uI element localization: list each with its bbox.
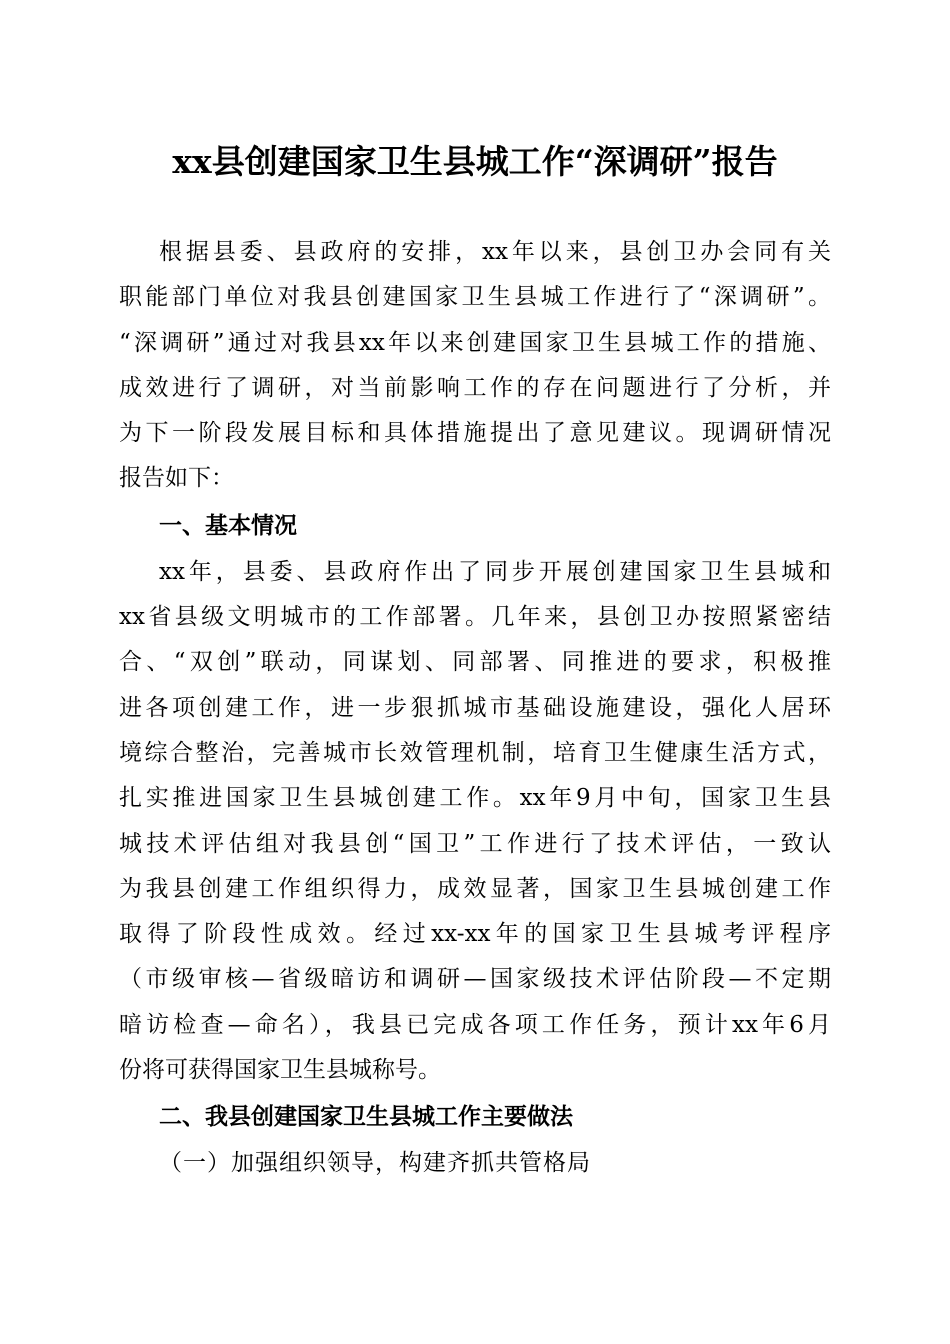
document-title: xx县创建国家卫生县城工作“深调研”报告 — [172, 142, 778, 181]
section1-line: 进各项创建工作，进一步狠抓城市基础设施建设，强化人居环 — [119, 694, 831, 721]
section-heading-main-practices: 二、我县创建国家卫生县城工作主要做法 — [159, 1104, 573, 1131]
document-body — [119, 230, 831, 1186]
intro-line: 报告如下： — [119, 465, 234, 492]
section1-line: 扎实推进国家卫生县城创建工作。xx年9月中旬，国家卫生县 — [119, 785, 831, 812]
intro-line: 成效进行了调研，对当前影响工作的存在问题进行了分析，并 — [119, 374, 831, 401]
intro-paragraph — [119, 230, 831, 502]
section1-line: xx年，县委、县政府作出了同步开展创建国家卫生县城和 — [159, 558, 831, 585]
section1-line: xx省县级文明城市的工作部署。几年来，县创卫办按照紧密结 — [119, 604, 831, 631]
intro-line: 职能部门单位对我县创建国家卫生县城工作进行了“深调研”。 — [119, 284, 831, 311]
section1-line: 境综合整治，完善城市长效管理机制，培育卫生健康生活方式， — [119, 739, 831, 766]
section1-paragraph — [119, 550, 831, 1094]
section1-line: 为我县创建工作组织得力，成效显著，国家卫生县城创建工作 — [119, 875, 831, 902]
section1-line: （市级审核—省级暗访和调研—国家级技术评估阶段—不定期 — [119, 966, 831, 993]
section1-line: 份将可获得国家卫生县城称号。 — [119, 1057, 441, 1084]
intro-line: “深调研”通过对我县xx年以来创建国家卫生县城工作的措施、 — [119, 329, 831, 356]
subsection-heading-organization: （一）加强组织领导，构建齐抓共管格局 — [159, 1150, 591, 1177]
section-heading-basic-situation: 一、基本情况 — [159, 512, 297, 539]
section1-line: 暗访检查—命名），我县已完成各项工作任务，预计xx年6月 — [119, 1011, 831, 1038]
section1-line: 合、“双创”联动，同谋划、同部署、同推进的要求，积极推 — [119, 649, 831, 676]
section1-line: 取得了阶段性成效。经过xx-xx年的国家卫生县城考评程序 — [119, 921, 831, 948]
section1-line: 城技术评估组对我县创“国卫”工作进行了技术评估，一致认 — [119, 830, 831, 857]
intro-line: 根据县委、县政府的安排，xx年以来，县创卫办会同有关 — [159, 239, 831, 265]
intro-line: 为下一阶段发展目标和具体措施提出了意见建议。现调研情况 — [119, 420, 831, 447]
